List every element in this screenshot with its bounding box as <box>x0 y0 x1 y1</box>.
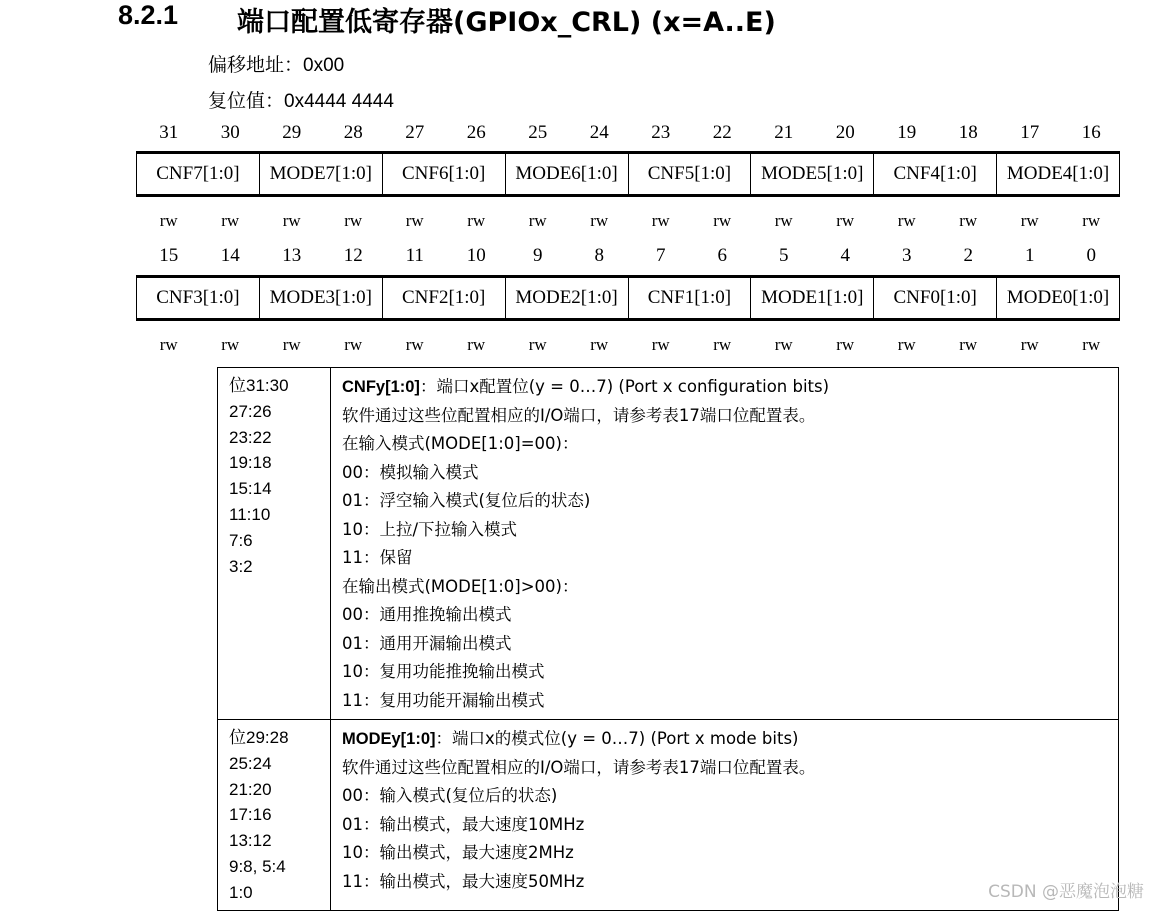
description-row <box>218 368 1119 720</box>
register-field: MODE0[1:0] <box>1006 287 1110 308</box>
bit-range: 9:8, 5:4 <box>229 856 286 876</box>
section-title: 端口配置低寄存器(GPIOx_CRL) (x=A..E) <box>237 7 776 38</box>
reset-label: 复位值： <box>208 90 285 112</box>
bit-range-cell <box>218 720 331 911</box>
watermark: CSDN @恶魔泡泡糖 <box>988 882 1144 902</box>
bit-range: 15:14 <box>229 479 272 499</box>
bit-range-cell <box>218 368 331 720</box>
field-title-text: ：端口x的模式位(y = 0…7) (Port x mode bits) <box>435 729 799 748</box>
register-field: CNF2[1:0] <box>383 278 506 318</box>
description-line: 01：浮空输入模式(复位后的状态) <box>342 491 591 510</box>
bit-number: 31 <box>159 122 179 143</box>
bit-number: 28 <box>343 122 363 143</box>
bit-number: 8 <box>594 245 604 266</box>
access-type: rw <box>836 211 855 230</box>
bit-range: 位31:30 <box>229 376 289 395</box>
register-field: CNF4[1:0] <box>874 154 997 194</box>
bit-number: 19 <box>897 122 917 143</box>
register-field: MODE6[1:0] <box>506 154 629 194</box>
bit-number: 4 <box>840 245 850 266</box>
bit-number: 15 <box>159 245 179 266</box>
access-type: rw <box>221 211 240 230</box>
register-field: MODE4[1:0] <box>1006 163 1110 184</box>
bit-number: 23 <box>651 122 671 143</box>
bit-range: 21:20 <box>229 779 272 799</box>
access-type: rw <box>1020 211 1039 230</box>
bit-number: 22 <box>712 122 732 143</box>
description-line: 11：复用功能开漏输出模式 <box>342 690 545 710</box>
access-type: rw <box>774 335 793 354</box>
access-type: rw <box>405 335 424 354</box>
access-type: rw <box>467 335 486 354</box>
register-field: CNF7[1:0] <box>137 154 260 194</box>
access-type: rw <box>282 211 301 230</box>
bit-number: 7 <box>656 245 666 266</box>
bit-range: 19:18 <box>229 453 272 473</box>
description-line: 10：上拉/下拉输入模式 <box>342 519 518 539</box>
description-line: 11：输出模式，最大速度50MHz <box>342 871 585 891</box>
access-type: rw <box>836 335 855 354</box>
access-type: rw <box>528 211 547 230</box>
bit-number: 18 <box>958 122 978 143</box>
bit-range: 3:2 <box>229 556 253 576</box>
section-number: 8.2.1 <box>118 0 179 30</box>
bit-range: 25:24 <box>229 753 272 773</box>
access-type: rw <box>467 211 486 230</box>
offset-address <box>208 50 344 77</box>
reset-value <box>208 86 394 113</box>
field-name: MODEy[1:0] <box>342 730 436 748</box>
description-line: 在输入模式(MODE[1:0]=00)： <box>342 434 579 453</box>
bit-number: 0 <box>1086 245 1096 266</box>
access-type: rw <box>959 335 978 354</box>
access-type: rw <box>651 211 670 230</box>
bit-number: 1 <box>1025 245 1035 266</box>
bit-number: 6 <box>717 245 727 266</box>
bit-number: 10 <box>466 245 486 266</box>
bit-number: 14 <box>220 245 240 266</box>
bit-description-table <box>217 367 1119 911</box>
description-line: 软件通过这些位配置相应的I/O端口，请参考表17端口位配置表。 <box>342 757 816 777</box>
bit-number: 30 <box>220 122 240 143</box>
bit-range: 位29:28 <box>229 728 289 747</box>
register-field: MODE3[1:0] <box>260 278 383 318</box>
register-field: MODE5[1:0] <box>751 154 874 194</box>
access-type: rw <box>344 335 363 354</box>
register-field: CNF5[1:0] <box>629 154 752 194</box>
access-type: rw <box>590 211 609 230</box>
bit-number: 11 <box>405 245 424 266</box>
offset-label: 偏移地址： <box>208 54 304 76</box>
offset-value: 0x00 <box>303 55 345 76</box>
bit-range: 7:6 <box>229 530 253 550</box>
bit-number: 29 <box>282 122 302 143</box>
description-line: 00：通用推挽输出模式 <box>342 605 512 624</box>
access-type: rw <box>344 211 363 230</box>
access-type: rw <box>528 335 547 354</box>
bit-number: 2 <box>963 245 973 266</box>
access-type: rw <box>959 211 978 230</box>
access-type: rw <box>590 335 609 354</box>
register-field: CNF0[1:0] <box>874 278 997 318</box>
bit-number: 17 <box>1020 122 1040 143</box>
bit-number: 26 <box>466 122 486 143</box>
bit-range: 27:26 <box>229 401 272 421</box>
bit-number: 3 <box>902 245 912 266</box>
description-line: 00：输入模式(复位后的状态) <box>342 786 558 805</box>
access-type: rw <box>774 211 793 230</box>
lower-register-row <box>136 275 1120 321</box>
description-cell <box>331 368 1119 720</box>
access-type: rw <box>405 211 424 230</box>
access-type: rw <box>159 335 178 354</box>
access-type: rw <box>1082 211 1101 230</box>
access-type: rw <box>159 211 178 230</box>
bit-number: 25 <box>528 122 548 143</box>
register-field: CNF6[1:0] <box>383 154 506 194</box>
access-type: rw <box>897 211 916 230</box>
reset-value-text: 0x4444 4444 <box>284 91 394 112</box>
field-title-text: ：端口x配置位(y = 0…7) (Port x configuration bits) <box>419 377 830 396</box>
bit-range: 13:12 <box>229 831 272 851</box>
register-field: CNF1[1:0] <box>629 278 752 318</box>
register-field: CNF3[1:0] <box>137 278 260 318</box>
description-line: 01：通用开漏输出模式 <box>342 633 512 653</box>
bit-range: 23:22 <box>229 427 272 447</box>
bit-number: 16 <box>1081 122 1101 143</box>
field-name: CNFy[1:0] <box>342 378 420 396</box>
bit-range: 17:16 <box>229 805 272 825</box>
register-field: MODE1[1:0] <box>751 278 874 318</box>
access-type: rw <box>713 211 732 230</box>
bit-number: 9 <box>533 245 543 266</box>
description-line: 00：模拟输入模式 <box>342 462 479 482</box>
upper-register-row <box>136 151 1120 197</box>
description-line: 在输出模式(MODE[1:0]>00)： <box>342 576 579 596</box>
access-type: rw <box>282 335 301 354</box>
access-type: rw <box>897 335 916 354</box>
field-title <box>342 725 1107 754</box>
description-line: 10：输出模式，最大速度2MHz <box>342 843 574 862</box>
description-row <box>218 720 1119 911</box>
access-type: rw <box>713 335 732 354</box>
access-type: rw <box>1020 335 1039 354</box>
bit-range: 11:10 <box>229 504 271 524</box>
bit-number: 13 <box>282 245 302 266</box>
register-field: MODE7[1:0] <box>260 154 383 194</box>
description-line: 11：保留 <box>342 548 413 567</box>
access-type: rw <box>221 335 240 354</box>
access-type: rw <box>1082 335 1101 354</box>
description-line: 01：输出模式，最大速度10MHz <box>342 814 585 834</box>
access-type: rw <box>651 335 670 354</box>
description-line: 软件通过这些位配置相应的I/O端口，请参考表17端口位配置表。 <box>342 405 816 425</box>
bit-number: 27 <box>405 122 425 143</box>
bit-range: 1:0 <box>229 882 253 902</box>
bit-number: 12 <box>343 245 363 266</box>
bit-number: 21 <box>774 122 794 143</box>
description-line: 10：复用功能推挽输出模式 <box>342 662 545 681</box>
register-field: MODE2[1:0] <box>506 278 629 318</box>
field-title <box>342 373 1107 402</box>
bit-number: 5 <box>779 245 789 266</box>
bit-number: 24 <box>589 122 609 143</box>
bit-number: 20 <box>835 122 855 143</box>
